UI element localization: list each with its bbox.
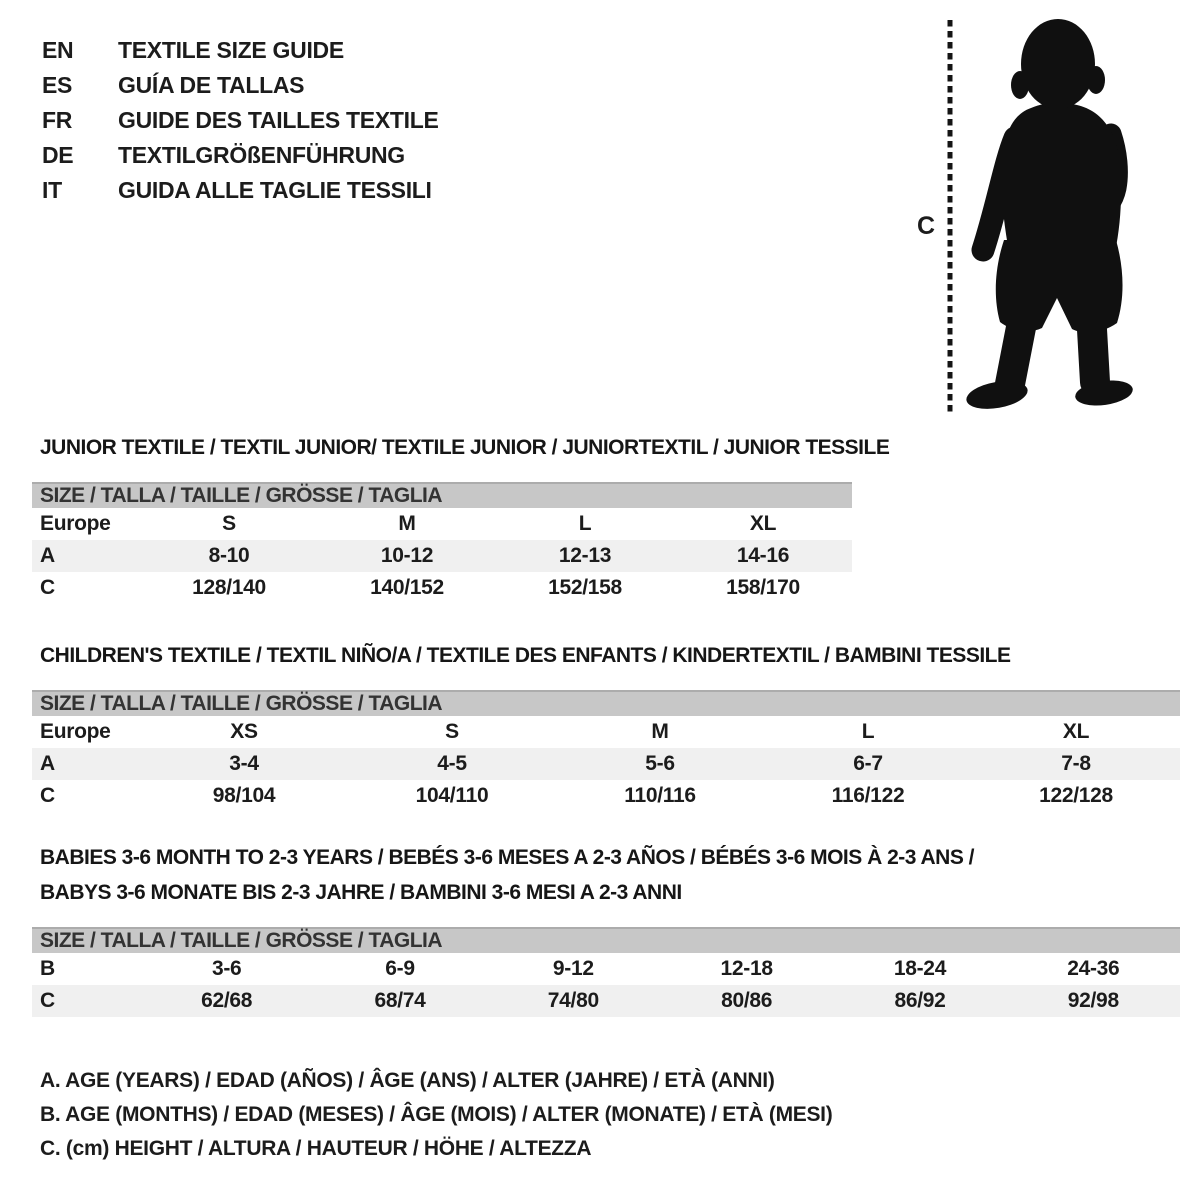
table-cell: 152/158: [548, 576, 622, 599]
language-title: TEXTILE SIZE GUIDE: [118, 37, 344, 63]
table-cell: 12-13: [558, 544, 612, 567]
table-cell: 104/110: [415, 784, 489, 807]
row-label: A: [40, 544, 55, 567]
table-cell: 110/116: [624, 784, 696, 807]
table-cell: S: [445, 720, 459, 743]
table-cell: 3-4: [229, 752, 259, 775]
table-cell: 122/128: [1039, 784, 1113, 807]
table-cell: 158/170: [726, 576, 800, 599]
legend: [40, 1064, 832, 1166]
language-code: IT: [42, 177, 62, 203]
table-row: [32, 540, 852, 572]
table-cell: 3-6: [211, 957, 242, 980]
table-cell: 62/68: [201, 989, 253, 1012]
table-cell: 116/122: [831, 784, 905, 807]
table-cell: 18-24: [893, 957, 947, 980]
language-row: [42, 68, 439, 103]
table-cell: XL: [1062, 720, 1090, 743]
table-cell: L: [578, 512, 592, 535]
row-label: Europe: [40, 512, 111, 535]
toddler-silhouette: [905, 12, 1155, 424]
table-cell: 74/80: [547, 989, 599, 1012]
language-row: [42, 138, 439, 173]
section-babies-textile: [32, 846, 1180, 1017]
language-code: ES: [42, 72, 73, 98]
language-code: DE: [42, 142, 74, 168]
row-label: C: [40, 989, 55, 1012]
row-label: C: [40, 576, 55, 599]
section-junior-textile: [32, 436, 890, 604]
table-cell: 14-16: [736, 544, 790, 567]
table-cell: 10-12: [380, 544, 434, 567]
language-code: FR: [42, 107, 73, 133]
section-heading: JUNIOR TEXTILE / TEXTIL JUNIOR/ TEXTILE JUNIOR / JUNIORTEXTIL / JUNIOR TESSILE: [40, 436, 890, 459]
section-heading: CHILDREN'S TEXTILE / TEXTIL NIÑO/A / TEXTILE DES ENFANTS / KINDERTEXTIL / BAMBINI TESSILE: [40, 644, 1011, 667]
language-row: [42, 173, 439, 208]
language-title: GUÍA DE TALLAS: [118, 72, 305, 98]
table-cell: 140/152: [370, 576, 444, 599]
table-cell: 7-8: [1061, 752, 1091, 775]
language-row: [42, 33, 439, 68]
legend-line: C. (cm) HEIGHT / ALTURA / HAUTEUR / HÖHE / ALTEZZA: [40, 1137, 592, 1160]
table-cell: XS: [230, 720, 258, 743]
toddler-body: [964, 19, 1134, 413]
table-cell: XL: [749, 512, 777, 535]
size-header-bar: SIZE / TALLA / TAILLE / GRÖSSE / TAGLIA: [32, 927, 1180, 953]
section-heading: BABYS 3-6 MONATE BIS 2-3 JAHRE / BAMBINI 3-6 MESI A 2-3 ANNI: [40, 881, 682, 904]
table-cell: 6-9: [385, 957, 415, 980]
legend-line: B. AGE (MONTHS) / EDAD (MESES) / ÂGE (MOIS) / ALTER (MONATE) / ETÀ (MESI): [40, 1103, 833, 1126]
table-cell: 80/86: [721, 989, 773, 1012]
language-row: [42, 103, 439, 138]
table-cell: S: [222, 512, 236, 535]
table-cell: L: [861, 720, 875, 743]
table-row: [32, 748, 1180, 780]
table-cell: 24-36: [1067, 957, 1120, 980]
row-label: C: [40, 784, 55, 807]
table-cell: 98/104: [212, 784, 276, 807]
table-cell: 6-7: [853, 752, 883, 775]
section-childrens-textile: [32, 644, 1180, 812]
table-row: [32, 716, 1180, 748]
language-title: TEXTILGRÖßENFÜHRUNG: [118, 142, 405, 168]
legend-line: A. AGE (YEARS) / EDAD (AÑOS) / ÂGE (ANS) / ALTER (JAHRE) / ETÀ (ANNI): [40, 1069, 775, 1092]
row-label: Europe: [40, 720, 111, 743]
table-row: [32, 985, 1180, 1017]
size-header-bar: SIZE / TALLA / TAILLE / GRÖSSE / TAGLIA: [32, 482, 852, 508]
section-heading: BABIES 3-6 MONTH TO 2-3 YEARS / BEBÉS 3-6 MESES A 2-3 AÑOS / BÉBÉS 3-6 MOIS À 2-3 ANS /: [40, 846, 975, 869]
table-cell: 12-18: [720, 957, 773, 980]
row-label: B: [40, 957, 55, 980]
table-cell: 128/140: [192, 576, 266, 599]
table-cell: 5-6: [645, 752, 675, 775]
table-cell: 92/98: [1067, 989, 1119, 1012]
table-cell: 9-12: [552, 957, 594, 980]
language-title: GUIDA ALLE TAGLIE TESSILI: [118, 177, 432, 203]
table-cell: M: [398, 512, 416, 535]
language-title-list: [42, 33, 439, 208]
size-header-bar: SIZE / TALLA / TAILLE / GRÖSSE / TAGLIA: [32, 690, 1180, 716]
table-row: [32, 508, 852, 540]
height-measure-label: C: [917, 212, 936, 240]
language-title: GUIDE DES TAILLES TEXTILE: [118, 107, 439, 133]
table-cell: 8-10: [208, 544, 250, 567]
height-figure: [905, 12, 1155, 424]
language-code: EN: [42, 37, 74, 63]
row-label: A: [40, 752, 55, 775]
table-row: [32, 780, 1180, 812]
table-row: [32, 572, 852, 604]
table-cell: 4-5: [437, 752, 467, 775]
table-cell: 68/74: [374, 989, 426, 1012]
table-cell: M: [651, 720, 669, 743]
table-cell: 86/92: [894, 989, 946, 1012]
table-row: [32, 953, 1180, 985]
